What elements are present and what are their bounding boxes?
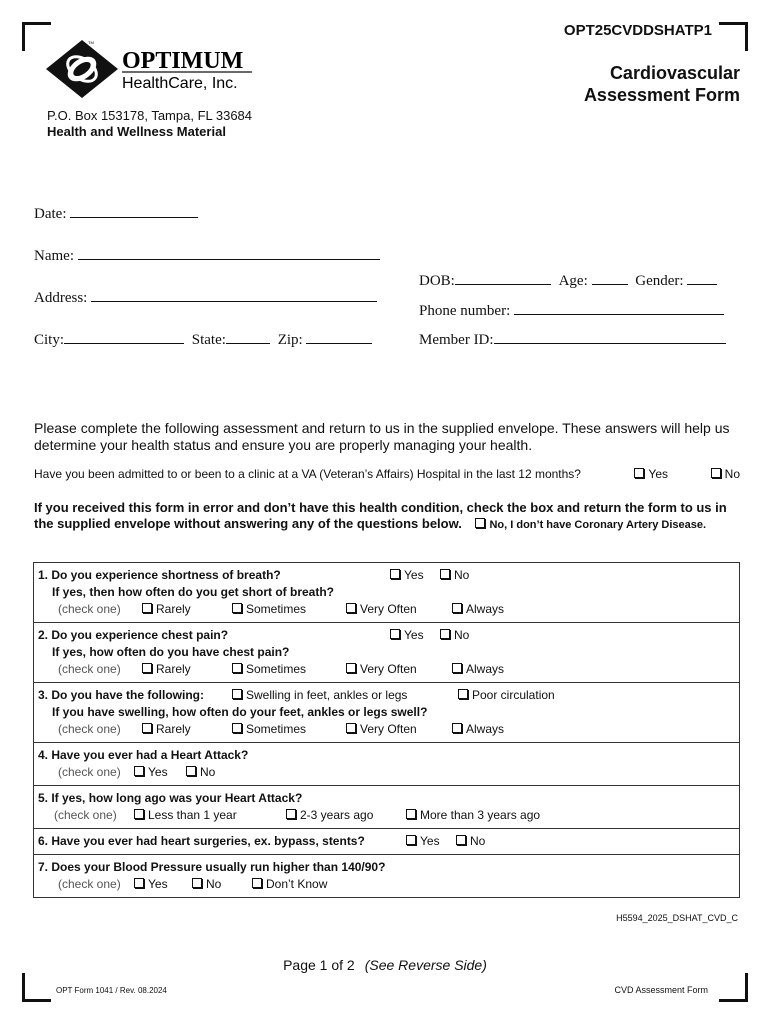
phone-line[interactable] [514, 300, 724, 315]
question-1-sub: If yes, then how often do you get short of breath? [52, 585, 334, 599]
checkbox-icon[interactable] [406, 835, 416, 845]
address-label: Address: [34, 290, 88, 306]
q3-circulation-option[interactable]: Poor circulation [458, 687, 555, 704]
q3-always-option[interactable]: Always [452, 721, 504, 738]
phone-field[interactable] [419, 300, 724, 320]
form-title [584, 62, 740, 106]
check-one-label: (check one) [58, 602, 121, 616]
checkbox-icon[interactable] [452, 723, 462, 733]
checkbox-icon[interactable] [252, 878, 262, 888]
trademark-mark: TM [88, 40, 94, 45]
corner-mark-bottom-right [719, 973, 748, 1002]
checkbox-icon[interactable] [142, 723, 152, 733]
checkbox-icon[interactable] [452, 603, 462, 613]
address-line[interactable] [91, 287, 377, 302]
name-field[interactable] [34, 245, 380, 265]
question-1-text: 1. Do you experience shortness of breath? [38, 568, 281, 582]
checkbox-icon[interactable] [456, 835, 466, 845]
state-line[interactable] [226, 329, 270, 344]
intro-text: Please complete the following assessment and return to us in the supplied envelope. These answers will help us determine your health status and ensure you are properly managing your health. [34, 420, 730, 453]
q3-very-often-option[interactable]: Very Often [346, 721, 417, 738]
q2-rarely-option[interactable]: Rarely [142, 661, 191, 678]
checkbox-icon[interactable] [452, 663, 462, 673]
checkbox-icon[interactable] [346, 723, 356, 733]
date-label: Date: [34, 206, 67, 222]
checkbox-icon[interactable] [634, 468, 644, 478]
q1-very-often-option[interactable]: Very Often [346, 601, 417, 618]
question-row-4 [34, 743, 740, 786]
checkbox-icon[interactable] [186, 766, 196, 776]
form-code: OPT25CVDDSHATP1 [563, 22, 712, 39]
checkbox-icon[interactable] [134, 766, 144, 776]
question-3-sub: If you have swelling, how often do your feet, ankles or legs swell? [52, 705, 428, 719]
va-question-text: Have you been admitted to or been to a clinic at a VA (Veteran’s Affairs) Hospital in the last 12 months? [34, 467, 581, 481]
page-indicator [0, 957, 770, 973]
title-line-2: Assessment Form [583, 85, 740, 105]
checkbox-icon[interactable] [142, 663, 152, 673]
q7-yes-option[interactable]: Yes [134, 876, 168, 893]
phone-label: Phone number: [419, 303, 511, 319]
material-label: Health and Wellness Material [47, 124, 226, 139]
q2-sometimes-option[interactable]: Sometimes [232, 661, 306, 678]
q7-no-option[interactable]: No [192, 876, 221, 893]
address-field[interactable] [34, 287, 377, 307]
city-label: City: [34, 332, 65, 348]
checkbox-icon[interactable] [440, 629, 450, 639]
checkbox-icon[interactable] [232, 663, 242, 673]
check-one-label: (check one) [58, 765, 121, 779]
checkbox-icon[interactable] [406, 809, 416, 819]
checkbox-icon[interactable] [346, 603, 356, 613]
error-text: If you received this form in error and don’t have this health condition, check the box and return the form to us in the supplied envelope without answering any of the questions below. [34, 500, 727, 531]
question-5-text: 5. If yes, how long ago was your Heart Attack? [38, 791, 303, 805]
question-row-1 [34, 563, 740, 623]
q2-no-option[interactable]: No [440, 627, 469, 644]
va-question [34, 467, 740, 481]
question-2-text: 2. Do you experience chest pain? [38, 628, 229, 642]
gender-label: Gender: [635, 273, 684, 289]
document-code: H5594_2025_DSHAT_CVD_C [616, 913, 738, 923]
name-line[interactable] [78, 245, 380, 260]
q3-sometimes-option[interactable]: Sometimes [232, 721, 306, 738]
member-id-label: Member ID: [419, 332, 494, 348]
dob-line[interactable] [455, 270, 551, 285]
error-notice [34, 500, 740, 533]
checkbox-icon[interactable] [390, 569, 400, 579]
company-subtitle: HealthCare, Inc. [122, 75, 238, 92]
state-label: State: [191, 332, 226, 348]
checkbox-icon[interactable] [711, 468, 721, 478]
no-cad-option[interactable] [475, 519, 706, 531]
gender-line[interactable] [687, 270, 717, 285]
checkbox-icon[interactable] [232, 723, 242, 733]
checkbox-icon[interactable] [232, 689, 242, 699]
checkbox-icon[interactable] [475, 518, 485, 528]
dob-age-gender-field[interactable] [419, 270, 717, 290]
member-id-line[interactable] [494, 329, 726, 344]
member-id-field[interactable] [419, 329, 726, 349]
see-reverse-note: (See Reverse Side) [364, 957, 487, 973]
zip-label: Zip: [277, 332, 303, 348]
q6-no-option[interactable]: No [456, 833, 485, 850]
question-3-text: 3. Do you have the following: [38, 688, 205, 702]
questions-table [33, 562, 740, 898]
checkbox-icon[interactable] [458, 689, 468, 699]
question-4-text: 4. Have you ever had a Heart Attack? [38, 748, 249, 762]
age-label: Age: [558, 273, 588, 289]
form-revision: OPT Form 1041 / Rev. 08.2024 [56, 986, 167, 995]
q4-no-option[interactable]: No [186, 764, 215, 781]
dob-label: DOB: [419, 273, 455, 289]
q6-yes-option[interactable]: Yes [406, 833, 440, 850]
form-name: CVD Assessment Form [614, 985, 708, 995]
q3-rarely-option[interactable]: Rarely [142, 721, 191, 738]
va-no-option[interactable]: No [711, 467, 740, 481]
check-one-label: (check one) [54, 808, 117, 822]
optimum-logo [44, 38, 264, 100]
question-row-7 [34, 855, 740, 898]
question-7-text: 7. Does your Blood Pressure usually run higher than 140/90? [38, 860, 386, 874]
q2-always-option[interactable]: Always [452, 661, 504, 678]
check-one-label: (check one) [58, 877, 121, 891]
question-row-6 [34, 829, 740, 855]
q3-swelling-option[interactable]: Swelling in feet, ankles or legs [232, 687, 407, 704]
q1-always-option[interactable]: Always [452, 601, 504, 618]
company-name: OPTIMUM [122, 48, 244, 74]
check-one-label: (check one) [58, 722, 121, 736]
date-line[interactable] [70, 203, 198, 218]
question-row-5 [34, 786, 740, 829]
checkbox-icon[interactable] [134, 809, 144, 819]
title-line-1: Cardiovascular [609, 63, 740, 83]
logo-mark-icon [46, 40, 118, 98]
question-2-sub: If yes, how often do you have chest pain? [52, 645, 290, 659]
q4-yes-option[interactable]: Yes [134, 764, 168, 781]
q1-rarely-option[interactable]: Rarely [142, 601, 191, 618]
checkbox-icon[interactable] [346, 663, 356, 673]
q2-very-often-option[interactable]: Very Often [346, 661, 417, 678]
name-label: Name: [34, 248, 74, 264]
company-address-block [47, 108, 252, 140]
q1-no-option[interactable]: No [440, 567, 469, 584]
checkbox-icon[interactable] [192, 878, 202, 888]
question-6-text: 6. Have you ever had heart surgeries, ex. bypass, stents? [38, 834, 365, 848]
checkbox-icon[interactable] [286, 809, 296, 819]
q7-dont-know-option[interactable]: Don’t Know [252, 876, 327, 893]
page-number: Page 1 of 2 [283, 957, 355, 973]
q2-yes-option[interactable]: Yes [390, 627, 424, 644]
city-line[interactable] [64, 329, 184, 344]
check-one-label: (check one) [58, 662, 121, 676]
corner-mark-top-right [719, 22, 748, 51]
city-state-zip-field[interactable] [34, 329, 372, 349]
question-row-2 [34, 623, 740, 683]
age-line[interactable] [592, 270, 628, 285]
q5-more-than-3-option[interactable]: More than 3 years ago [406, 807, 540, 824]
corner-mark-bottom-left [22, 973, 51, 1002]
va-yes-option[interactable]: Yes [634, 467, 668, 481]
no-cad-label: No, I don’t have Coronary Artery Disease. [489, 519, 707, 531]
zip-line[interactable] [306, 329, 372, 344]
date-field[interactable] [34, 203, 198, 223]
q5-2-3-years-option[interactable]: 2-3 years ago [286, 807, 373, 824]
checkbox-icon[interactable] [232, 603, 242, 613]
q1-sometimes-option[interactable]: Sometimes [232, 601, 306, 618]
checkbox-icon[interactable] [440, 569, 450, 579]
company-address: P.O. Box 153178, Tampa, FL 33684 [47, 108, 253, 123]
question-row-3 [34, 683, 740, 743]
q5-less-than-1-option[interactable]: Less than 1 year [134, 807, 237, 824]
checkbox-icon[interactable] [142, 603, 152, 613]
q1-yes-option[interactable]: Yes [390, 567, 424, 584]
checkbox-icon[interactable] [390, 629, 400, 639]
checkbox-icon[interactable] [134, 878, 144, 888]
